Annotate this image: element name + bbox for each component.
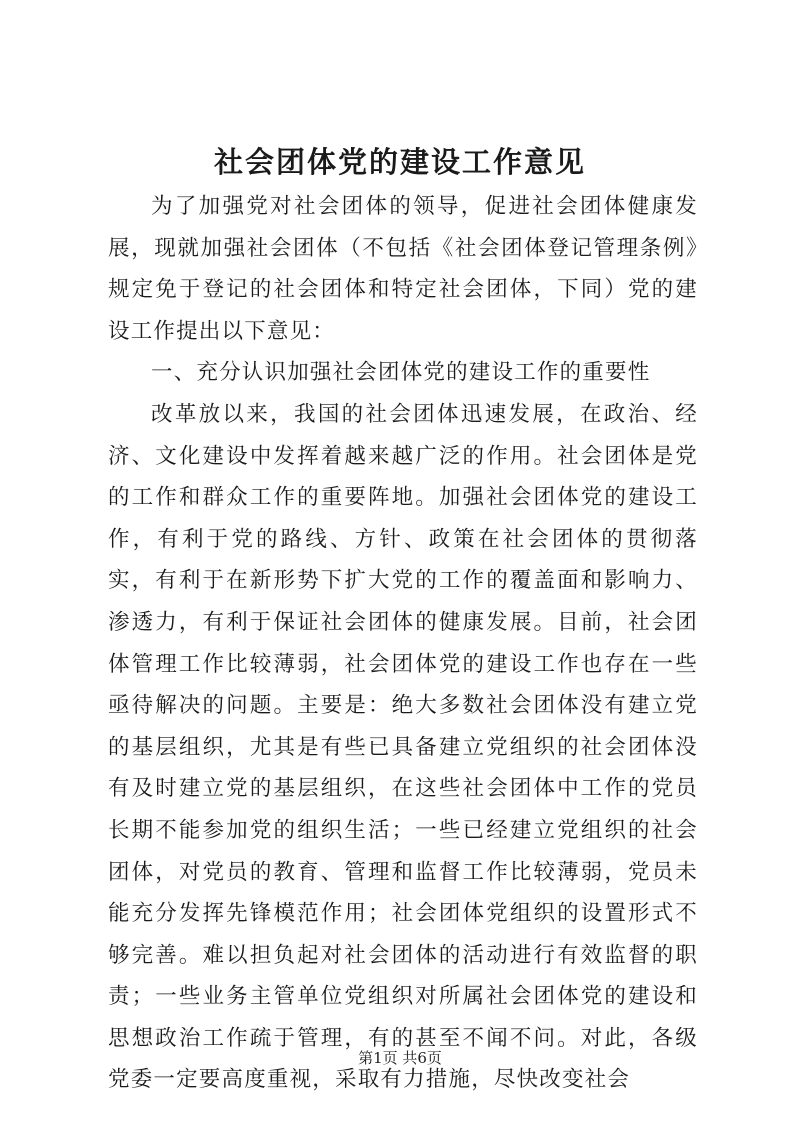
paragraph-intro: 为了加强党对社会团体的领导，促进社会团体健康发展，现就加强社会团体（不包括《社会团体登记管理条例》规定免于登记的社会团体和特定社会团体，下同）党的建设工作提出以下意见： <box>108 194 698 344</box>
section-heading: 一、充分认识加强社会团体党的建设工作的重要性 <box>151 360 651 386</box>
document-body <box>108 186 698 1101</box>
page-title: 社会团体党的建设工作意见 <box>213 145 586 179</box>
page-footer: 第1页 共6页 <box>358 1049 442 1067</box>
paragraph-main: 改革放以来，我国的社会团体迅速发展，在政治、经济、文化建设中发挥着越来越广泛的作用。社会团体是党的工作和群众工作的重要阵地。加强社会团体党的建设工作，有利于党的路线、方针、政策在社会团体的贯彻落实，有利于在新形势下扩大党的工作的覆盖面和影响力、渗透力，有利于保证社会团体的健康发展。目前，社会团体管理工作比较薄弱，社会团体党的建设工作也存在一些亟待解决的问题。主要是：绝大多数社会团体没有建立党的基层组织，尤其是有些已具备建立党组织的社会团体没有及时建立党的基层组织，在这些社会团体中工作的党员长期不能参加党的组织生活；一些已经建立党组织的社会团体，对党员的教育、管理和监督工作比较薄弱，党员未能充分发挥先锋模范作用；社会团体党组织的设置形式不够完善。难以担负起对社会团体的活动进行有效监督的职责；一些业务主管单位党组织对所属社会团体党的建设和思想政治工作疏于管理，有的甚至不闻不问。对此，各级党委一定要高度重视，采取有力措施，尽快改变社会 <box>108 401 698 1093</box>
